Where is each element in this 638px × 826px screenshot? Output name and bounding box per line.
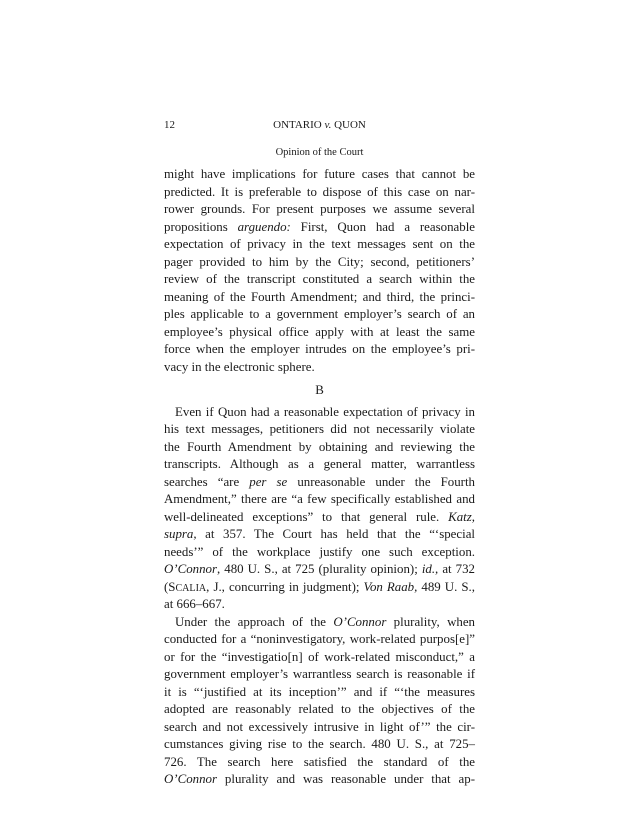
text-line: at 666–667. — [164, 597, 225, 611]
text-line: O’Connor, 480 U. S., at 725 (plurality opinion); id., at 732 — [164, 562, 475, 576]
text-line: Even if Quon had a reasonable expectation of privacy in — [175, 404, 475, 419]
text-line: search and not excessively intrusive in light of’” the cir- — [164, 719, 475, 734]
text-line: transcripts. Although as a general matter, warrantless — [164, 457, 475, 471]
text-line: Under the approach of the O’Connor plurality, when — [175, 614, 475, 629]
text-line: ples applicable to a government employer’s search of an — [164, 307, 475, 321]
text-line: searches “are per se unreasonable under the Fourth — [164, 474, 475, 489]
text-line: 726. The search here satisfied the standard of the — [164, 754, 475, 769]
text-line: conducted for a “noninvestigatory, work-related purpos[e]” — [164, 632, 475, 646]
page-number: 12 — [164, 119, 175, 131]
text-line: pager provided to him by the City; second, petitioners’ — [164, 254, 475, 269]
text-line: might have implications for future cases that cannot be — [164, 167, 475, 181]
text-line: vacy in the electronic sphere. — [164, 359, 315, 374]
text-line: propositions arguendo: First, Quon had a reasonable — [164, 219, 475, 234]
paragraph-3 — [164, 614, 475, 789]
text-line: needs’” of the workplace justify one such exception. — [164, 544, 475, 559]
paragraph-2 — [164, 404, 475, 614]
opinion-body — [164, 166, 475, 789]
text-line: review of the transcript constituted a search within the — [164, 272, 475, 286]
text-line: it is “‘justified at its inception’” and if “‘the measures — [164, 684, 475, 699]
text-line: or for the “investigatio[n] of work-related misconduct,” a — [164, 649, 475, 664]
opinion-subtitle: Opinion of the Court — [275, 147, 364, 158]
text-line: government employer’s warrantless search is reasonable if — [164, 667, 475, 681]
text-line: predicted. It is preferable to dispose of this case on nar- — [164, 184, 475, 199]
text-line: cumstances giving rise to the search. 480 U. S., at 725– — [164, 737, 475, 751]
text-line: rower grounds. For present purposes we assume several — [164, 202, 475, 216]
text-line: meaning of the Fourth Amendment; and third, the princi- — [164, 289, 475, 304]
text-line: O’Connor plurality and was reasonable under that ap- — [164, 772, 475, 786]
text-line: his text messages, petitioners did not necessarily violate — [164, 422, 475, 436]
text-line: the Fourth Amendment by obtaining and reviewing the — [164, 439, 475, 454]
text-line: Amendment,” there are “a few specifically established and — [164, 492, 475, 506]
running-title: ONTARIO v. QUON — [273, 119, 366, 131]
text-line: supra, at 357. The Court has held that the “‘special — [164, 527, 475, 541]
text-line: force when the employer intrudes on the employee’s pri- — [164, 342, 475, 356]
text-line: well-delineated exceptions” to that general rule. Katz, — [164, 509, 475, 524]
text-line: expectation of privacy in the text messages sent on the — [164, 237, 475, 251]
section-heading: B — [315, 383, 324, 397]
text-line: (SCALIA, J., concurring in judgment); Von Raab, 489 U. S., — [164, 579, 475, 594]
text-line: employee’s physical office apply with at least the same — [164, 324, 475, 339]
text-line: adopted are reasonably related to the objectives of the — [164, 702, 475, 716]
paragraph-1 — [164, 166, 475, 376]
